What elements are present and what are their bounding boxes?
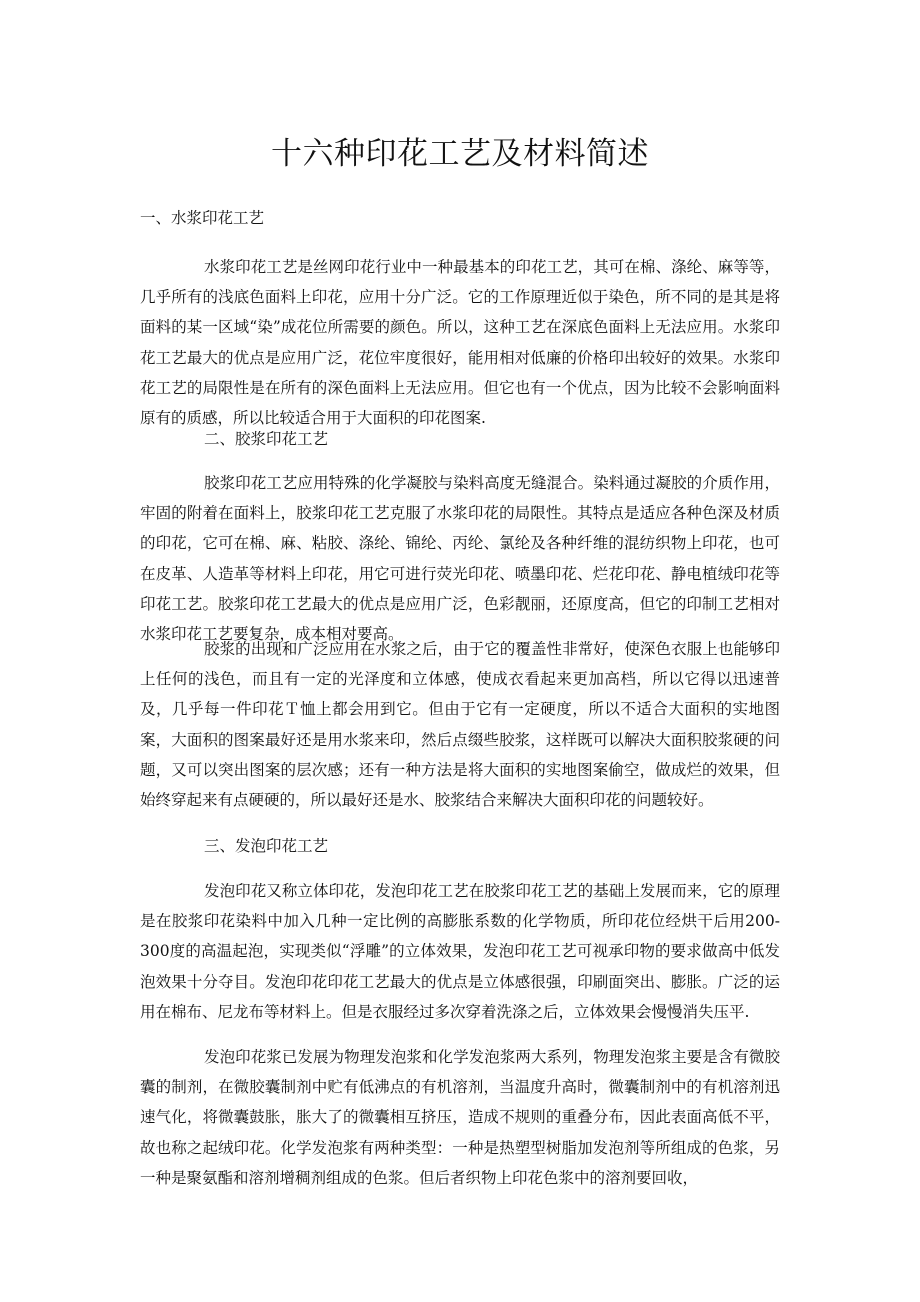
- section-heading-water-based: 一、水浆印花工艺: [140, 209, 265, 227]
- document-title: 十六种印花工艺及材料简述: [271, 136, 649, 172]
- paragraph-water-based-1: 水浆印花工艺是丝网印花行业中一种最基本的印花工艺，其可在棉、涤纶、麻等等，几乎所有的浅底色面料上印花，应用十分广泛。它的工作原理近似于染色，所不同的是其是将面料的某一区域“染”成花位所需要的颜色。所以，这种工艺在深底色面料上无法应用。水浆印花工艺最大的优点是应用广泛，花位牢度很好，能用相对低廉的价格印出较好的效果。水浆印花工艺的局限性是在所有的深色面料上无法应用。但它也有一个优点，因为比较不会影响面料原有的质感，所以比较适合用于大面积的印花图案.: [140, 258, 780, 428]
- paragraph-puff-2: 发泡印花浆已发展为物理发泡浆和化学发泡浆两大系列，物理发泡浆主要是含有微胶囊的制剂，在微胶囊制剂中贮有低沸点的有机溶剂，当温度升高时，微囊制剂中的有机溶剂迅速气化，将微囊鼓胀，胀大了的微囊相互挤压，造成不规则的重叠分布，因此表面高低不平，故也称之起绒印花。化学发泡浆有两种类型：一种是热塑型树脂加发泡剂等所组成的色浆，另一种是聚氨酯和溶剂增稠剂组成的色浆。但后者织物上印花色浆中的溶剂要回收，: [140, 1048, 780, 1187]
- paragraph-puff-1: 发泡印花又称立体印花，发泡印花工艺在胶浆印花工艺的基础上发展而来，它的原理是在胶浆印花染料中加入几种一定比例的高膨胀系数的化学物质，所印花位经烘干后用200-300度的高温起泡，实现类似“浮雕”的立体效果，发泡印花工艺可视承印物的要求做高中低发泡效果十分夺目。发泡印花印花工艺最大的优点是立体感很强，印刷面突出、膨胀。广泛的运用在棉布、尼龙布等材料上。但是衣服经过多次穿着洗涤之后，立体效果会慢慢消失压平.: [140, 882, 780, 1021]
- paragraph-plastisol-1: 胶浆印花工艺应用特殊的化学凝胶与染料高度无缝混合。染料通过凝胶的介质作用，牢固的附着在面料上，胶浆印花工艺克服了水浆印花的局限性。其特点是适应各种色深及材质的印花，它可在棉、麻、粘胶、涤纶、锦纶、丙纶、氯纶及各种纤维的混纺织物上印花，也可在皮革、人造革等材料上印花，用它可进行荧光印花、喷墨印花、烂花印花、静电植绒印花等印花工艺。胶浆印花工艺最大的优点是应用广泛，色彩靓丽，还原度高，但它的印制工艺相对水浆印花工艺要复杂，成本相对要高。: [140, 474, 780, 644]
- section-heading-plastisol: 二、胶浆印花工艺: [204, 430, 329, 448]
- section-heading-puff: 三、发泡印花工艺: [204, 837, 329, 855]
- paragraph-plastisol-2: 胶浆的出现和广泛应用在水浆之后，由于它的覆盖性非常好，使深色衣服上也能够印上任何的浅色，而且有一定的光泽度和立体感，使成衣看起来更加高档，所以它得以迅速普及，几乎每一件印花Ｔ恤上都会用到它。但由于它有一定硬度，所以不适合大面积的实地图案，大面积的图案最好还是用水浆来印，然后点缀些胶浆，这样既可以解决大面积胶浆硬的问题，又可以突出图案的层次感；还有一种方法是将大面积的实地图案偷空，做成烂的效果，但始终穿起来有点硬硬的，所以最好还是水、胶浆结合来解决大面积印花的问题较好。: [140, 640, 780, 810]
